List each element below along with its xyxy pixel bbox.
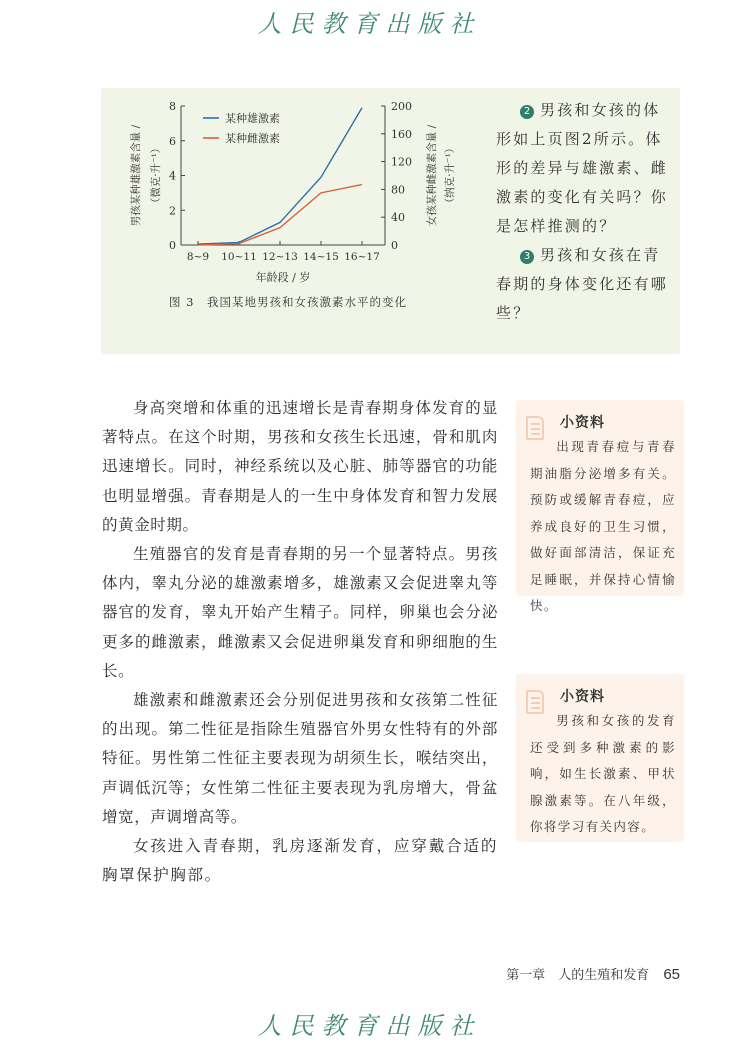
svg-text:8~9: 8~9 (186, 251, 210, 263)
note-text: 男孩和女孩的发育还受到多种激素的影响，如生长激素、甲状腺激素等。在八年级，你将学习有关内容。 (530, 713, 676, 834)
discussion-questions (496, 96, 676, 328)
question-number-badge: 2 (520, 105, 534, 119)
svg-text:8: 8 (169, 100, 176, 113)
svg-text:0: 0 (169, 239, 176, 252)
sidebar-note-hormones (516, 674, 684, 842)
note-title: 小资料 (560, 689, 605, 705)
question-number-badge: 3 (520, 250, 534, 264)
svg-text:0: 0 (391, 239, 398, 252)
svg-text:200: 200 (391, 100, 412, 113)
note-text: 出现青春痘与青春期油脂分泌增多有关。预防或缓解青春痘，应养成良好的卫生习惯，做好面部清洁，保证充足睡眠，并保持心情愉快。 (530, 439, 676, 613)
figure-panel (101, 88, 680, 354)
svg-text:（微克·升⁻¹）: （微克·升⁻¹） (150, 142, 162, 209)
svg-text:男孩某种雄激素含量 /: 男孩某种雄激素含量 / (130, 124, 142, 227)
page-footer (480, 964, 680, 983)
paragraph: 身高突增和体重的迅速增长是青春期身体发育的显著特点。在这个时期，男孩和女孩生长迅速，骨和肌肉迅速增长。同时，神经系统以及心脏、肺等器官的功能也明显增强。青春期是人的一生中身体发育和智力发展的黄金时期。 (102, 399, 498, 534)
svg-text:120: 120 (391, 155, 412, 169)
svg-text:某种雄激素: 某种雄激素 (225, 112, 280, 125)
question-2 (496, 96, 676, 241)
question-text: 男孩和女孩在青春期的身体变化还有哪些？ (496, 246, 669, 322)
page-number: 65 (663, 966, 680, 983)
publisher-logo-top: 人民教育出版社 (257, 10, 482, 38)
hormone-chart (101, 88, 501, 354)
svg-text:40: 40 (391, 211, 405, 225)
svg-text:10~11: 10~11 (221, 251, 257, 263)
svg-text:女孩某种雌激素含量 /: 女孩某种雌激素含量 / (426, 124, 438, 227)
svg-text:160: 160 (391, 127, 412, 141)
sidebar-note-acne (516, 400, 684, 613)
paragraph: 生殖器官的发育是青春期的另一个显著特点。男孩体内，睾丸分泌的雄激素增多，雄激素又会促进睾丸等器官的发育，睾丸开始产生精子。同样，卵巢也会分泌更多的雌激素，雌激素又会促进卵巢发育和卵细胞的生长。 (102, 545, 498, 680)
main-text (102, 394, 498, 890)
svg-text:（纳克·升⁻¹）: （纳克·升⁻¹） (444, 142, 456, 209)
svg-text:6: 6 (169, 134, 176, 148)
svg-text:80: 80 (391, 183, 405, 197)
figure-caption: 图 3 我国某地男孩和女孩激素水平的变化 (169, 295, 407, 309)
svg-text:12~13: 12~13 (262, 251, 298, 263)
paragraph: 女孩进入青春期，乳房逐渐发育，应穿戴合适的胸罩保护胸部。 (102, 837, 498, 885)
paragraph: 雄激素和雌激素还会分别促进男孩和女孩第二性征的出现。第二性征是指除生殖器官外男女性特有的外部特征。男性第二性征主要表现为胡须生长，喉结突出，声调低沉等；女性第二性征主要表现为乳房增大，骨盆增宽，声调增高等。 (102, 691, 498, 826)
question-3 (496, 241, 676, 328)
svg-text:4: 4 (169, 169, 176, 183)
svg-text:16~17: 16~17 (344, 251, 380, 263)
note-title: 小资料 (560, 415, 605, 431)
svg-text:2: 2 (169, 204, 176, 218)
svg-text:14~15: 14~15 (303, 251, 339, 263)
line-chart (101, 88, 501, 288)
publisher-logo-bottom: 人民教育出版社 (257, 1012, 482, 1040)
chapter-title: 第一章 人的生殖和发育 (506, 968, 650, 983)
svg-text:某种雌激素: 某种雌激素 (225, 132, 280, 145)
svg-text:年龄段 / 岁: 年龄段 / 岁 (255, 271, 311, 284)
question-text: 男孩和女孩的体形如上页图2所示。体形的差异与雄激素、雌激素的变化有关吗？你是怎样推测的？ (496, 101, 669, 235)
